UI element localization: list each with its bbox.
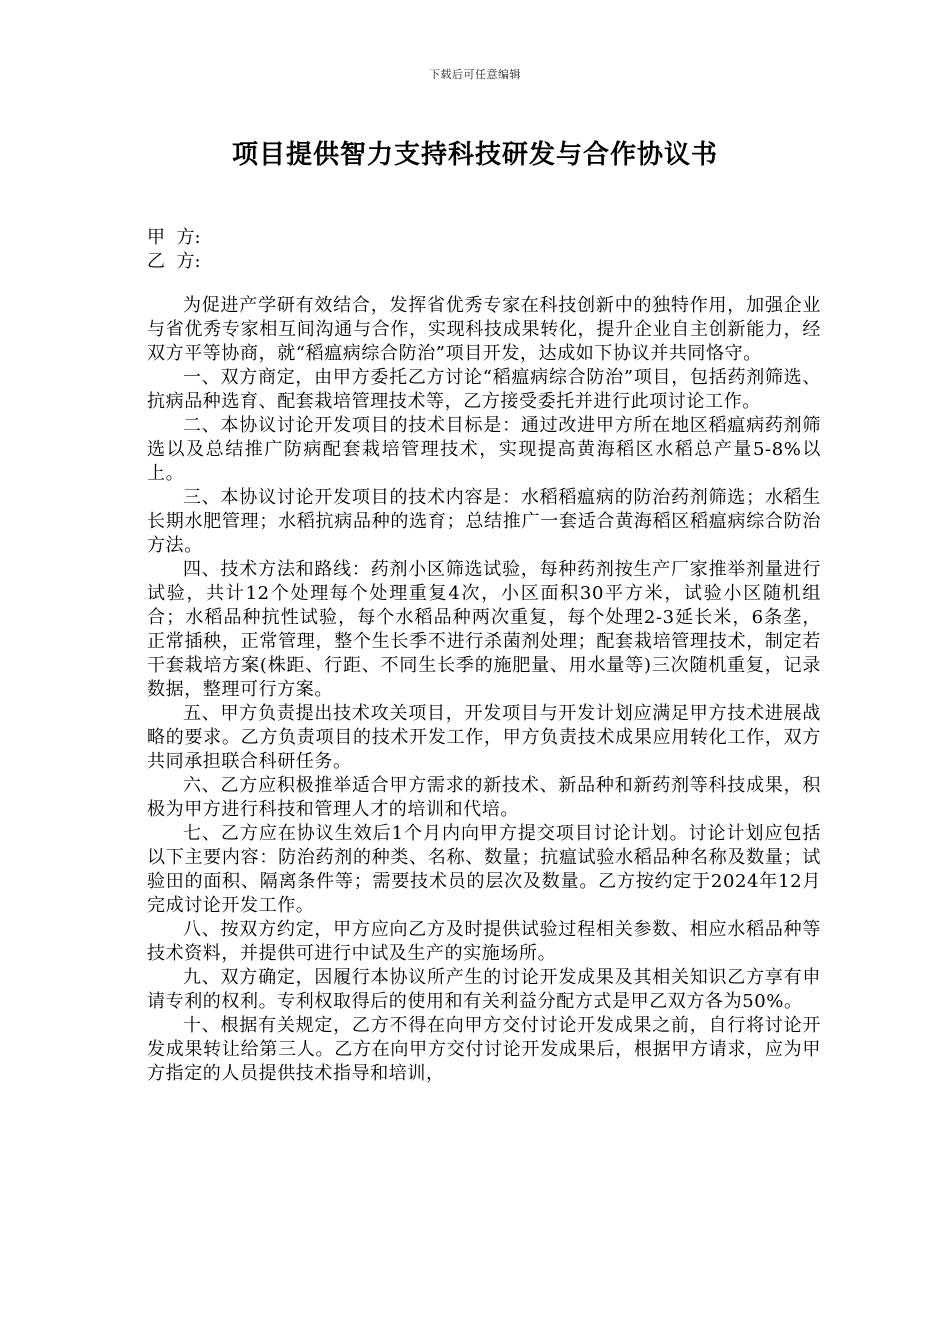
clause-1: 一、双方商定，由甲方委托乙方讨论“稻瘟病综合防治”项目，包括药剂筛选、抗病品种选育、配套栽培管理技术等，乙方接受委托并进行此项讨论工作。 [147,367,821,412]
document-title: 项目提供智力支持科技研发与合作协议书 [231,140,718,170]
clause-10: 十、根据有关规定，乙方不得在向甲方交付讨论开发成果之前，自行将讨论开发成果转让给第三人。乙方在向甲方交付讨论开发成果后，根据甲方请求，应为甲方指定的人员提供技术指导和培训， [147,1015,821,1084]
clause-7: 七、乙方应在协议生效后1个月内向甲方提交项目讨论计划。讨论计划应包括以下主要内容：防治药剂的种类、名称、数量；抗瘟试验水稻品种名称及数量；试验田的面积、隔离条件等；需要技术员的层次及数量。乙方按约定于2024年12月完成讨论开发工作。 [147,823,821,916]
clause-9: 九、双方确定，因履行本协议所产生的讨论开发成果及其相关知识乙方享有申请专利的权利。专利权取得后的使用和有关利益分配方式是甲乙双方各为50%。 [147,967,821,1012]
intro-paragraph: 为促进产学研有效结合，发挥省优秀专家在科技创新中的独特作用，加强企业与省优秀专家相互间沟通与合作，实现科技成果转化，提升企业自主创新能力，经双方平等协商，就“稻瘟病综合防治”项目开发，达成如下协议并共同恪守。 [147,295,821,364]
clause-3: 三、本协议讨论开发项目的技术内容是：水稻稻瘟病的防治药剂筛选；水稻生长期水肥管理；水稻抗病品种的选育；总结推广一套适合黄海稻区稻瘟病综合防治方法。 [147,487,821,556]
clause-5: 五、甲方负责提出技术攻关项目，开发项目与开发计划应满足甲方技术进展战略的要求。乙方负责项目的技术开发工作，甲方负责技术成果应用转化工作，双方共同承担联合科研任务。 [147,703,821,772]
clause-8: 八、按双方约定，甲方应向乙方及时提供试验过程相关参数、相应水稻品种等技术资料，并提供可进行中试及生产的实施场所。 [147,919,821,964]
clause-6: 六、乙方应积极推举适合甲方需求的新技术、新品种和新药剂等科技成果，积极为甲方进行科技和管理人才的培训和代培。 [147,775,821,820]
party-b-label: 乙 方: [147,251,201,272]
clause-4: 四、技术方法和路线：药剂小区筛选试验，每种药剂按生产厂家推举剂量进行试验，共计12个处理每个处理重复4次，小区面积30平方米，试验小区随机组合；水稻品种抗性试验，每个水稻品种两次重复，每个处理2-3延长米，6条垄，正常插秧，正常管理，整个生长季不进行杀菌剂处理；配套栽培管理技术，制定若干套栽培方案(株距、行距、不同生长季的施肥量、用水量等)三次随机重复，记录数据，整理可行方案。 [147,559,821,700]
party-a-label: 甲 方: [147,227,201,248]
parties-block [147,226,201,274]
header-note: 下载后可任意编辑 [429,68,521,81]
clause-2: 二、本协议讨论开发项目的技术目标是：通过改进甲方所在地区稻瘟病药剂筛选以及总结推广防病配套栽培管理技术，实现提高黄海稻区水稻总产量5-8%以上。 [147,415,821,484]
agreement-body [147,294,821,1086]
